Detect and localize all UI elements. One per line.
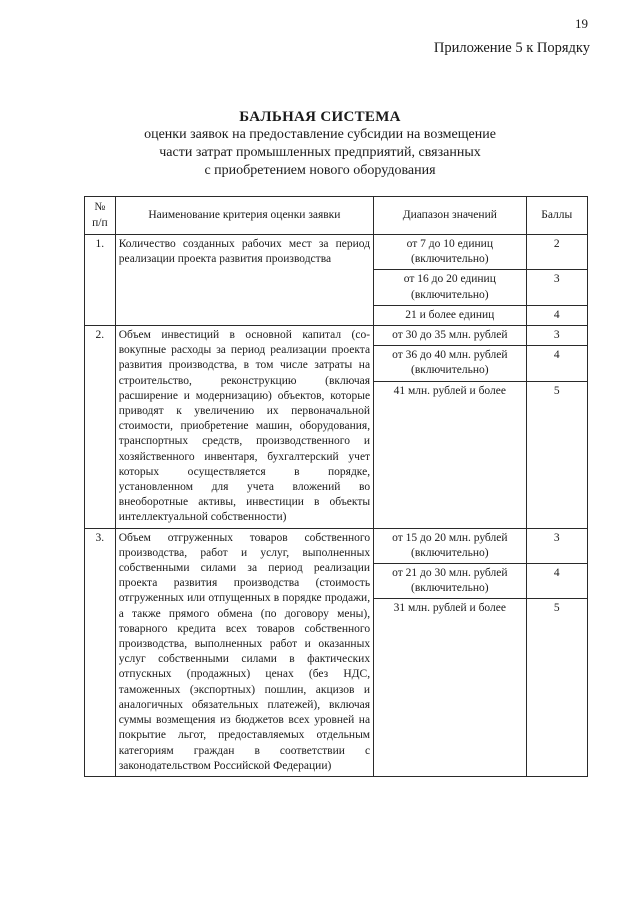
title-line-3: с приобретением нового оборудования xyxy=(204,163,436,178)
header-score: Баллы xyxy=(526,197,587,235)
header-num-line2: п/п xyxy=(92,216,108,229)
header-num-line1: № xyxy=(94,201,106,214)
header-criterion: Наименование критерия оценки заявки xyxy=(115,197,373,235)
range-value: 21 и более единиц xyxy=(374,305,526,325)
range-value: от 21 до 30 млн. рублей (включительно) xyxy=(374,564,526,599)
score-value: 3 xyxy=(526,528,587,563)
score-value: 3 xyxy=(526,270,587,305)
score-value: 5 xyxy=(526,381,587,528)
score-value: 3 xyxy=(526,326,587,346)
scoring-table xyxy=(84,196,588,777)
range-value: 41 млн. рублей и более xyxy=(374,381,526,528)
criterion-name: Объем отгруженных товаров собственного производства, работ и услуг, выполненных собственными силами за период реализации проекта развития производства (стоимость отгруженных или отпущенных в порядке продажи, а также прямого обмена (по договору мены), товарного кредита всех товаров собственного производства, выполненных работ и оказанных услуг собственными силами в фактических отпускных (продажных) ценах (без НДС, таможенных (экспортных) пошлин, акцизов и аналогичных обязательных платежей), включая суммы возмещения из бюджетов всех уровней на покрытие льгот, предоставляемых отдельным категориям граждан в соответствии с законодательством Российской Федерации) xyxy=(115,528,373,776)
header-range: Диапазон значений xyxy=(374,197,526,235)
range-value: от 7 до 10 единиц (включительно) xyxy=(374,235,526,270)
document-title xyxy=(0,108,640,180)
row-number: 2. xyxy=(85,326,116,529)
score-value: 4 xyxy=(526,564,587,599)
score-value: 4 xyxy=(526,305,587,325)
table-row xyxy=(85,235,588,270)
row-number: 3. xyxy=(85,528,116,776)
score-value: 5 xyxy=(526,599,587,776)
criterion-name: Количество созданных рабочих мест за период реализации проекта развития производства xyxy=(115,235,373,326)
appendix-label: Приложение 5 к Порядку xyxy=(433,40,590,56)
range-value: от 16 до 20 единиц (включительно) xyxy=(374,270,526,305)
score-value: 4 xyxy=(526,346,587,381)
header-num xyxy=(85,197,116,235)
table-header-row xyxy=(85,197,588,235)
table-row xyxy=(85,326,588,346)
row-number: 1. xyxy=(85,235,116,326)
title-main: БАЛЬНАЯ СИСТЕМА xyxy=(239,109,401,125)
page-number: 19 xyxy=(575,16,588,31)
range-value: от 36 до 40 млн. рублей (включительно) xyxy=(374,346,526,381)
score-value: 2 xyxy=(526,235,587,270)
range-value: от 30 до 35 млн. рублей xyxy=(374,326,526,346)
criterion-name: Объем инвестиций в основной капитал (совокупные расходы за период реализации проекта развития производства, в том числе затраты на строительство, реконструкцию (включая расширение и модернизацию) объектов, которые приводят к увеличению их первоначальной стоимости, приобретение машин, оборудования, транспортных средств, производственного и хозяйственного инвентаря, бухгалтерский учет которых осуществляется в порядке, установленном для учета вложений во внеоборотные активы, инвестиции в объекты интеллектуальной собственности) xyxy=(115,326,373,529)
title-line-1: оценки заявок на предоставление субсидии на возмещение xyxy=(144,127,496,142)
range-value: от 15 до 20 млн. рублей (включительно) xyxy=(374,528,526,563)
table-row xyxy=(85,528,588,563)
range-value: 31 млн. рублей и более xyxy=(374,599,526,776)
title-line-2: части затрат промышленных предприятий, связанных xyxy=(159,145,481,160)
